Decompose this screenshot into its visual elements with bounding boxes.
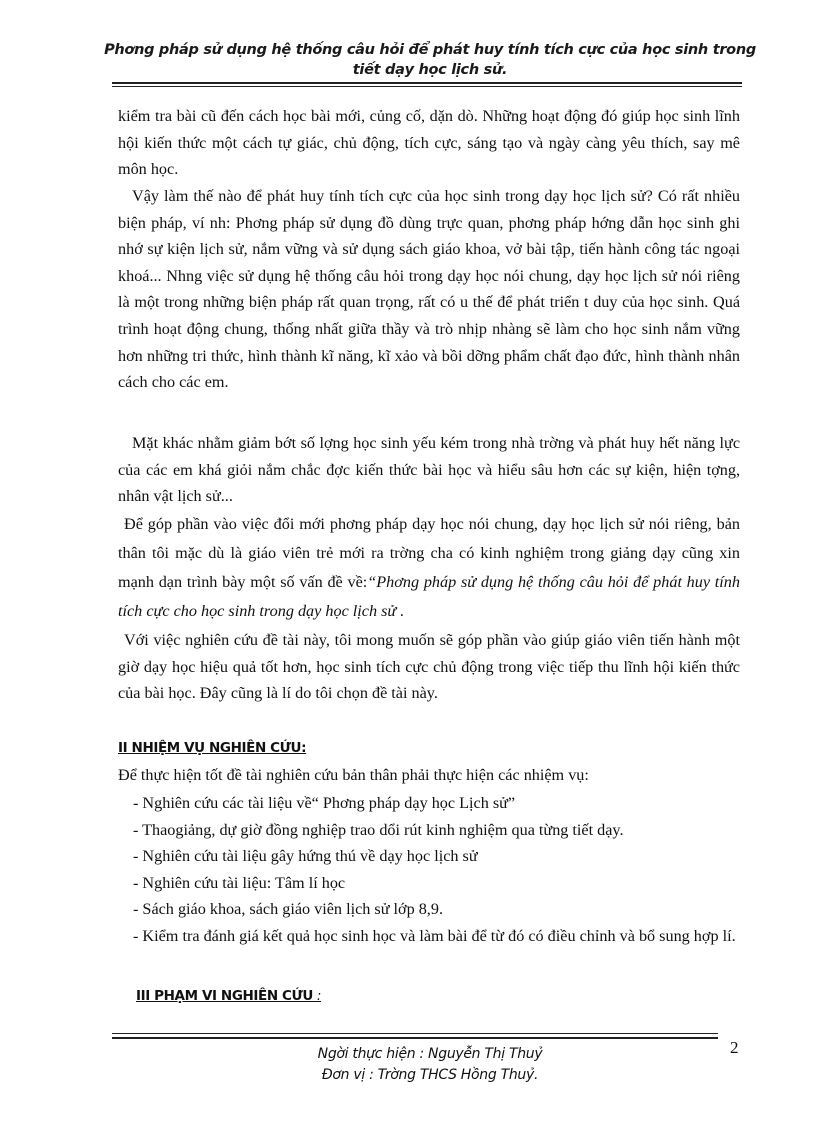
section-2-heading: II NHIỆM VỤ NGHIÊN CỨU: [118, 740, 307, 756]
footer-unit: Đơn vị : Trờng THCS Hồng Thuỷ. [321, 1067, 539, 1083]
header-line-1: Phơng pháp sử dụng hệ thống câu hỏi để phát huy tính tích cực của học sinh trong [104, 42, 756, 58]
paragraph-1: kiểm tra bài cũ đến cách học bài mới, củng cố, dặn dò. Những hoạt động đó giúp học sinh lĩnh hội kiến thức một cách tự giác, chủ động, tích cực, sáng tạo và ngày càng yêu thích, say mê môn học. [118, 107, 740, 179]
footer-rule [112, 1037, 718, 1039]
list-item: - Sách giáo khoa, sách giáo viên lịch sử lớp 8,9. [133, 900, 443, 918]
running-header [100, 40, 760, 80]
header-rule [112, 82, 742, 84]
footer-author: Ngời thực hiện : Nguyễn Thị Thuỷ [317, 1046, 543, 1062]
list-item: - Nghiên cứu tài liệu: Tâm lí học [133, 873, 346, 892]
section-3-colon: : [312, 988, 322, 1004]
paragraph-3: Mặt khác nhằm giảm bớt số lợng học sinh yếu kém trong nhà trờng và phát huy hết năng lực của các em khá giỏi nắm chắc đợc kiến thức bài học và hiểu sâu hơn các sự kiện, hiện tợng, nhân vật lịch sử... [118, 434, 740, 506]
header-rule-thin [112, 86, 742, 87]
paragraph-4-text: Để góp phần vào việc đổi mới phơng pháp dạy học nói chung, dạy học lịch sử nói riêng, bản thân tôi mặc dù là giáo viên trẻ mới ra trờng cha có kinh nghiệm trong giảng dạy cũng xin mạnh dạn trình bày một số vấn đề về: [118, 515, 740, 591]
page-number: 2 [730, 1038, 739, 1057]
task-list [133, 790, 741, 949]
list-item: - Thaogiảng, dự giờ đồng nghiệp trao dổi rút kinh nghiệm qua từng tiết dạy. [133, 820, 624, 839]
header-line-2: tiết dạy học lịch sử. [352, 62, 508, 78]
list-item: - Nghiên cứu các tài liệu về“ Phơng pháp dạy học Lịch sử” [133, 794, 516, 812]
paragraph-5: Với việc nghiên cứu đề tài này, tôi mong muốn sẽ góp phần vào giúp giáo viên tiến hành một giờ dạy học hiệu quả tốt hơn, học sinh tích cực chủ động trong việc tiếp thu lĩnh hội kiến thức của bài học. Đây cũng là lí do tôi chọn đề tài này. [118, 631, 740, 703]
list-item: - Nghiên cứu tài liệu gây hứng thú về dạy học lịch sử [133, 847, 478, 865]
section-3-title: III PHẠM VI NGHIÊN CỨU [136, 988, 313, 1004]
topic-title-italic: “Phơng pháp sử dụng hệ thống câu hỏi để phát huy tính tích cực cho học sinh trong dạy học lịch sử . [118, 573, 740, 620]
section-2-lead: Để thực hiện tốt đề tài nghiên cứu bản thân phải thực hiện các nhiệm vụ: [118, 766, 589, 784]
paragraph-4 [118, 510, 740, 626]
footer-rule-thin [112, 1033, 718, 1034]
list-item: - Kiểm tra đánh giá kết quả học sinh học và làm bài để từ đó có điều chỉnh và bổ sung hợp lí. [133, 926, 736, 945]
section-3-heading [136, 988, 321, 1004]
paragraph-2: Vậy làm thế nào để phát huy tính tích cực của học sinh trong dạy học lịch sử? Có rất nhiều biện pháp, ví nh: Phơng pháp sử dụng đồ dùng trực quan, phơng pháp hớng dẫn học sinh ghi nhớ sự kiện lịch sử, nắm vững và sử dụng sách giáo khoa, vở bài tập, tiến hành công tác ngoại khoá... Nhng việc sử dụng hệ thống câu hỏi trong dạy học nói chung, dạy học lịch sử nói riêng là một trong những biện pháp rất quan trọng, rất có u thế để phát triển t duy của học sinh. Quá trình hoạt động chung, thống nhất giữa thầy và trò nhịp nhàng sẽ làm cho học sinh nắm vững hơn những tri thức, hình thành kĩ năng, kĩ xảo và bồi dỡng phẩm chất đạo đức, hình thành nhân cách cho các em. [118, 187, 740, 392]
running-footer [230, 1044, 630, 1086]
